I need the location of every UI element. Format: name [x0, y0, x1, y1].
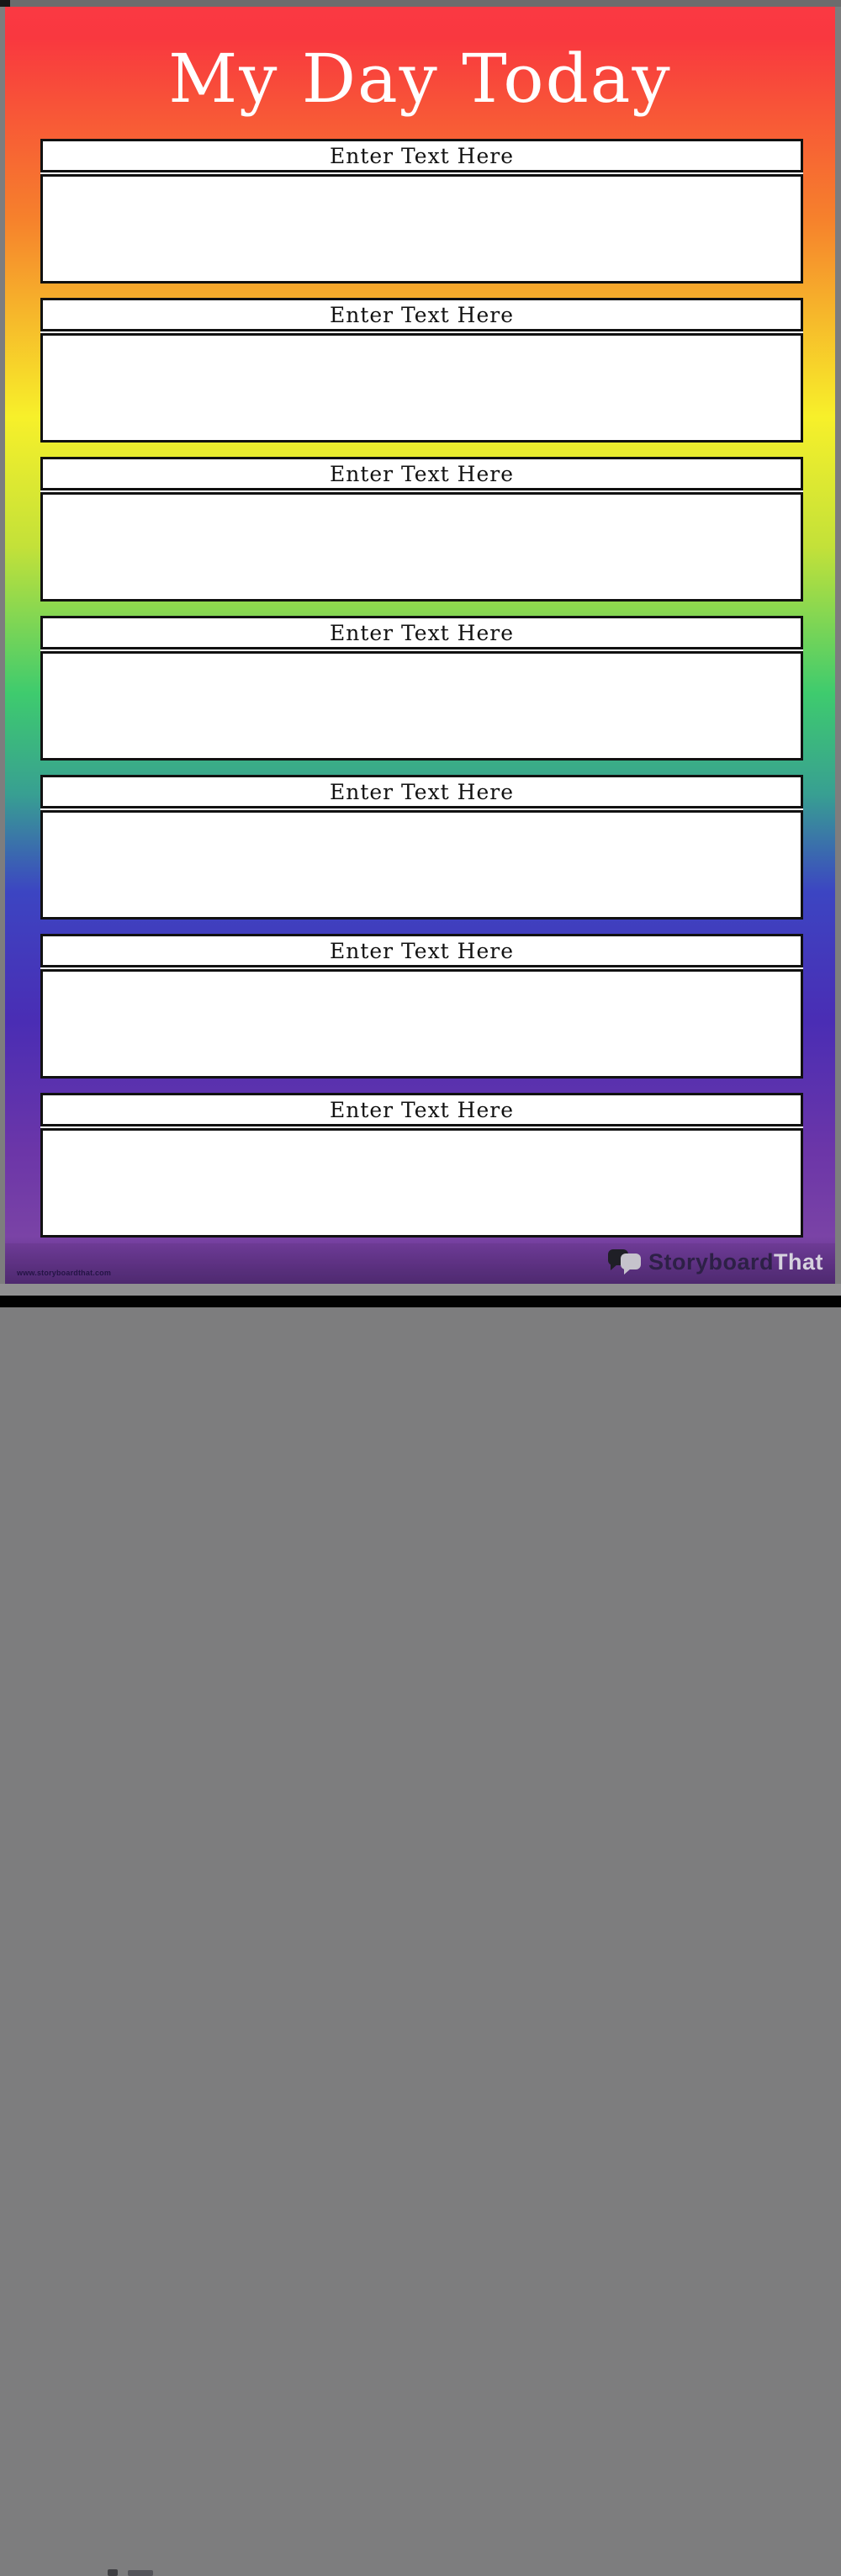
brand-wordmark [648, 1249, 823, 1275]
poster-footer [5, 1243, 835, 1284]
day-section-3 [40, 457, 803, 602]
section-3-title-box[interactable]: Enter Text Here [40, 457, 803, 490]
storyboardthat-logo-icon [608, 1248, 643, 1276]
section-5-content-box[interactable] [40, 810, 803, 920]
brand-text-dark: Storyboard [648, 1248, 774, 1275]
bottom-band-mark [108, 2569, 118, 2576]
bottom-band-mark [128, 2570, 153, 2576]
brand-text-light: That [774, 1248, 823, 1275]
day-section-2 [40, 298, 803, 443]
speech-bubble-light-icon [621, 1254, 641, 1269]
window-top-bar [0, 0, 841, 7]
section-4-content-box[interactable] [40, 651, 803, 761]
day-section-4 [40, 616, 803, 761]
section-1-title-box[interactable]: Enter Text Here [40, 139, 803, 172]
section-2-title-box[interactable]: Enter Text Here [40, 298, 803, 331]
window-top-notch [0, 0, 10, 7]
storyboardthat-brand[interactable] [608, 1248, 823, 1276]
watermark-url: www.storyboardthat.com [17, 1269, 112, 1277]
day-section-6 [40, 934, 803, 1079]
bottom-gray-band [0, 1284, 841, 1296]
section-6-title-box[interactable]: Enter Text Here [40, 934, 803, 967]
page-title[interactable]: My Day Today [168, 40, 672, 118]
section-4-title-box[interactable]: Enter Text Here [40, 616, 803, 649]
section-5-title-box[interactable]: Enter Text Here [40, 775, 803, 808]
section-3-content-box[interactable] [40, 492, 803, 602]
section-7-content-box[interactable] [40, 1128, 803, 1238]
day-section-7 [40, 1093, 803, 1238]
day-section-1 [40, 139, 803, 284]
rainbow-poster-canvas [5, 7, 835, 1284]
section-1-content-box[interactable] [40, 174, 803, 284]
section-2-content-box[interactable] [40, 333, 803, 443]
day-section-5 [40, 775, 803, 920]
section-6-content-box[interactable] [40, 969, 803, 1079]
bottom-black-bar [0, 1296, 841, 1307]
section-7-title-box[interactable]: Enter Text Here [40, 1093, 803, 1126]
